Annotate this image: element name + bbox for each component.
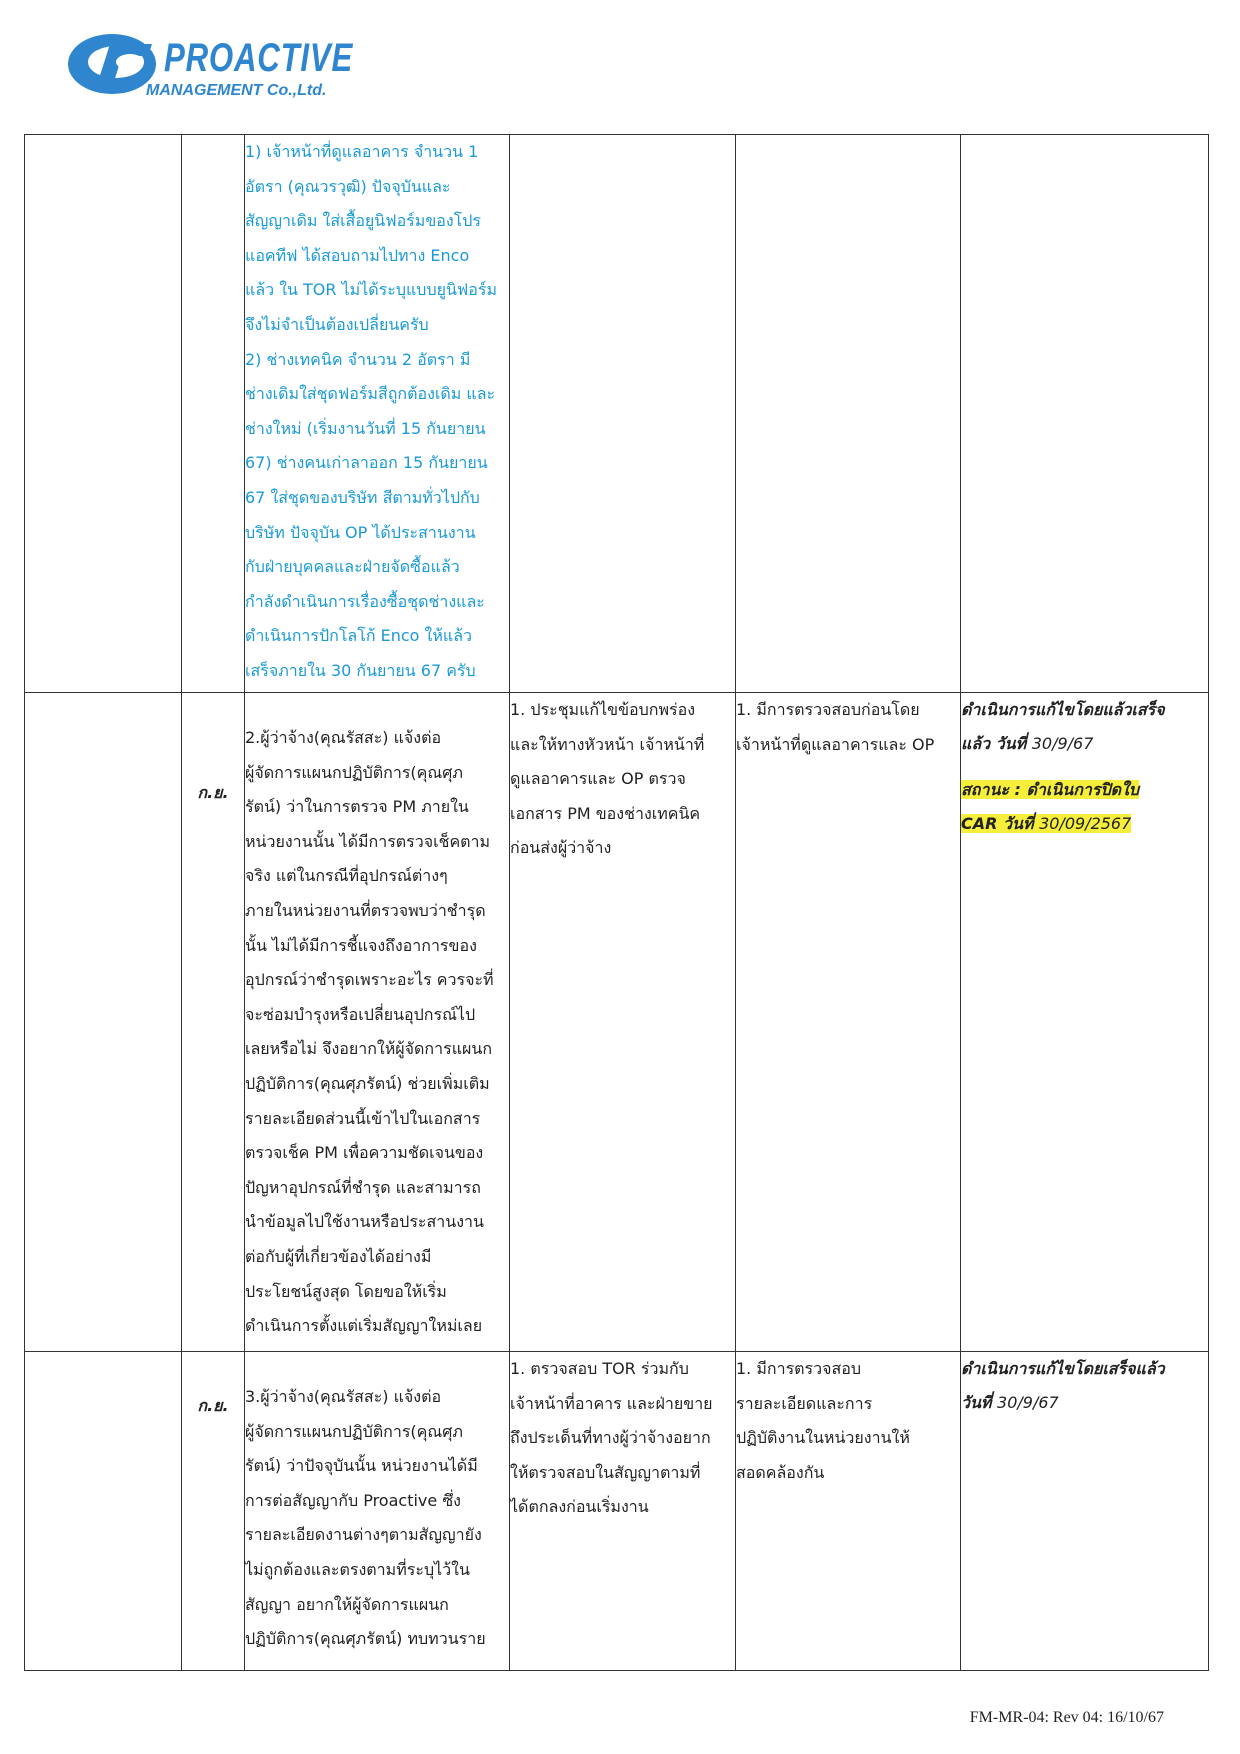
month-label: ก.ย. <box>197 783 229 802</box>
car-status-date: 30/09/2567 <box>1039 814 1132 833</box>
month-label: ก.ย. <box>197 1396 229 1415</box>
table-row <box>25 693 1209 1352</box>
row-index-cell <box>25 693 182 1352</box>
car-table <box>24 134 1209 1671</box>
company-logo <box>66 26 366 106</box>
issue-description: 1) เจ้าหน้าที่ดูแลอาคาร จำนวน 1 อัตรา (คุณวรวุฒิ) ปัจจุบันและ สัญญาเดิม ใส่เสื้อยูนิฟอร์มของโปร แอคทีฟ ได้สอบถามไปทาง Enco แล้ว ใน TOR ไม่ได้ระบุแบบยูนิฟอร์ม จึงไม่จำเป็นต้องเปลี่ยนครับ 2) ช่างเทคนิค จำนวน 2 อัตรา มี ช่างเดิมใส่ชุดฟอร์มสีถูกต้องเดิม และ ช่างใหม่ (เริ่มงานวันที่ 15 กันยายน 67) ช่างคนเก่าลาออก 15 กันยายน 67 ใส่ชุดของบริษัท สีตามทั่วไปกับ บริษัท ปัจจุบัน OP ได้ประสานงาน กับฝ่ายบุคคลและฝ่ายจัดซื้อแล้ว กำลังดำเนินการเรื่องซื้อชุดช่างและ ดำเนินการปักโลโก้ Enco ให้แล้ว เสร็จภายใน 30 กันยายน 67 ครับ <box>245 142 497 680</box>
table-row <box>25 135 1209 693</box>
month-label <box>182 135 244 223</box>
verification: 1. มีการตรวจสอบก่อนโดย เจ้าหน้าที่ดูแลอาคารและ OP <box>736 700 935 754</box>
month-cell <box>182 693 245 1352</box>
status-cell <box>961 135 1209 693</box>
status-result-date: 30/9/67 <box>997 1393 1059 1412</box>
verification-cell <box>736 135 961 693</box>
status-result <box>961 693 1208 761</box>
verification-cell <box>736 1352 961 1671</box>
status-result-text: ดำเนินการแก้ไขโดยเสร็จแล้ว วันที่ <box>961 1359 1165 1412</box>
issue-description-cell <box>245 693 510 1352</box>
row-index-cell <box>25 135 182 693</box>
issue-description: 3.ผู้ว่าจ้าง(คุณรัสสะ) แจ้งต่อ ผู้จัดการแผนกปฏิบัติการ(คุณศุภ รัตน์) ว่าปัจจุบันนั้น หน่วยงานได้มี การต่อสัญญากับ Proactive ซึ่ง รายละเอียดงานต่างๆตามสัญญายัง ไม่ถูกต้องและตรงตามที่ระบุไว้ใน สัญญา อยากให้ผู้จัดการแผนก ปฏิบัติการ(คุณศุภรัตน์) ทบทวนราย <box>245 1387 486 1649</box>
verification: 1. มีการตรวจสอบ รายละเอียดและการ ปฏิบัติงานในหน่วยงานให้ สอดคล้องกัน <box>736 1359 910 1482</box>
row-index-cell <box>25 1352 182 1671</box>
status-cell <box>961 693 1209 1352</box>
logo-subtitle: MANAGEMENT Co.,Ltd. <box>146 82 327 99</box>
status-result-text: ดำเนินการแก้ไขโดยแล้วเสร็จ แล้ว วันที่ <box>961 700 1165 753</box>
table-row <box>25 1352 1209 1671</box>
issue-description: 2.ผู้ว่าจ้าง(คุณรัสสะ) แจ้งต่อ ผู้จัดการแผนกปฏิบัติการ(คุณศุภ รัตน์) ว่าในการตรวจ PM ภายใน หน่วยงานนั้น ได้มีการตรวจเช็คตาม จริง แต่ในกรณีที่อุปกรณ์ต่างๆ ภายในหน่วยงานที่ตรวจพบว่าชำรุด นั้น ไม่ได้มีการชี้แจงถึงอาการของ อุปกรณ์ว่าชำรุดเพราะอะไร ควรจะที่ จะซ่อมบำรุงหรือเปลี่ยนอุปกรณ์ไป เลยหรือไม่ จึงอยากให้ผู้จัดการแผนก ปฏิบัติการ(คุณศุภรัตน์) ช่วยเพิ่มเติม รายละเอียดส่วนนี้เข้าไปในเอกสาร ตรวจเช็ค PM เพื่อความชัดเจนของ ปัญหาอุปกรณ์ที่ชำรุด และสามารถ นำข้อมูลไปใช้งานหรือประสานงาน ต่อกับผู้ที่เกี่ยวข้องได้อย่างมี ประโยชน์สูงสุด โดยขอให้เริ่ม ดำเนินการตั้งแต่เริ่มสัญญาใหม่เลย <box>245 728 494 1336</box>
issue-description-cell <box>245 135 510 693</box>
status-result <box>961 1352 1208 1420</box>
corrective-action-cell <box>510 135 736 693</box>
form-code: FM-MR-04: Rev 04: 16/10/67 <box>969 1709 1164 1726</box>
car-status <box>961 773 1208 841</box>
logo-wordmark: PROACTIVE <box>164 36 354 80</box>
issue-description-cell <box>245 1352 510 1671</box>
status-cell <box>961 1352 1209 1671</box>
car-status-highlight <box>961 780 1139 833</box>
verification-cell <box>736 693 961 1352</box>
status-result-date: 30/9/67 <box>1031 734 1094 753</box>
car-status-text: สถานะ : ดำเนินการปิดใบ CAR วันที่ <box>961 780 1140 833</box>
corrective-action: 1. ตรวจสอบ TOR ร่วมกับ เจ้าหน้าที่อาคาร และฝ่ายขาย ถึงประเด็นที่ทางผู้ว่าจ้างอยาก ให้ตรวจสอบในสัญญาตามที่ ได้ตกลงก่อนเริ่มงาน <box>510 1359 713 1517</box>
month-cell <box>182 1352 245 1671</box>
corrective-action-cell <box>510 693 736 1352</box>
corrective-action: 1. ประชุมแก้ไขข้อบกพร่อง และให้ทางหัวหน้า เจ้าหน้าที่ ดูแลอาคารและ OP ตรวจ เอกสาร PM ของช่างเทคนิค ก่อนส่งผู้ว่าจ้าง <box>510 700 705 858</box>
month-cell <box>182 135 245 693</box>
corrective-action-cell <box>510 1352 736 1671</box>
